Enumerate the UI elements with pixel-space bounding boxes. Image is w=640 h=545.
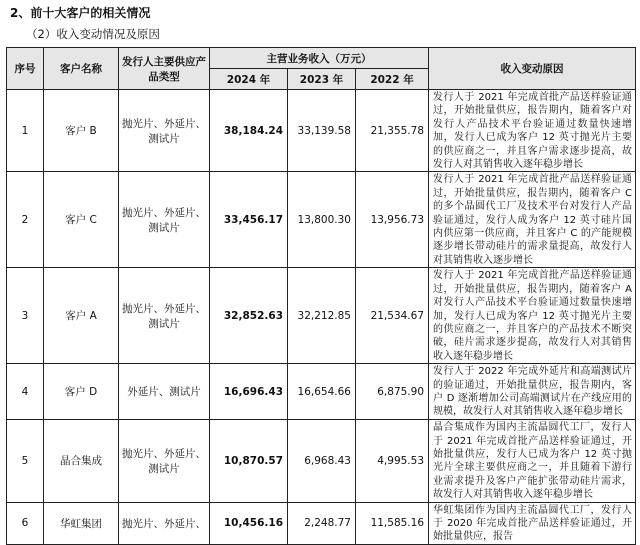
- cell-customer: 华虹集团: [44, 502, 119, 544]
- cell-rev-2023: 2,248.77: [288, 502, 356, 544]
- cell-customer: 客户 D: [44, 364, 119, 420]
- cell-rev-2022: 6,875.90: [356, 364, 429, 420]
- table-row: [7, 502, 636, 544]
- cell-rev-2023: 33,139.58: [288, 90, 356, 172]
- cell-reason: 晶合集成作为国内主流晶圆代工厂，发行人于 2021 年完成首批产品送样验证通过，开始批量供应，发行人已成为客户 12 英寸抛光片全球主要供应商之一，并且随着下游行业需求提升及客户产能扩张带动硅片需求，故发行人对其销售收入逐年稳步增长: [429, 420, 636, 502]
- cell-customer: 晶合集成: [44, 420, 119, 502]
- cell-seq: 5: [7, 420, 44, 502]
- cell-rev-2022: 4,995.53: [356, 420, 429, 502]
- cell-rev-2024: 32,852.63: [210, 268, 288, 364]
- header-customer: 客户名称: [44, 48, 119, 90]
- subsection-title: （2）收入变动情况及原因: [26, 27, 160, 41]
- cell-customer: 客户 A: [44, 268, 119, 364]
- cell-product-type: 抛光片、外延片、测试片: [119, 420, 210, 502]
- cell-customer: 客户 C: [44, 172, 119, 268]
- cell-seq: 4: [7, 364, 44, 420]
- cell-product-type: 抛光片、外延片、测试片: [119, 90, 210, 172]
- header-year-2024: 2024 年: [210, 69, 288, 90]
- cell-seq: 1: [7, 90, 44, 172]
- cell-seq: 2: [7, 172, 44, 268]
- header-year-2023: 2023 年: [288, 69, 356, 90]
- cell-reason: 发行人于 2021 年完成首批产品送样验证通过，开始批量供应，报告期内，随着客户对发行人产品技术平台验证通过数量快速增加，发行人已成为客户 12 英寸抛光片主要的供应商之一，并且客户需求逐步提高，故发行人对其销售收入逐年稳步增长: [429, 90, 636, 172]
- cell-customer: 客户 B: [44, 90, 119, 172]
- cell-rev-2023: 16,654.66: [288, 364, 356, 420]
- cell-rev-2024: 10,870.57: [210, 420, 288, 502]
- cell-reason: 发行人于 2021 年完成首批产品送样验证通过，开始批量供应，报告期内，随着客户 C 的多个晶圆代工厂及技术平台对发行人产品验证通过，发行人成为客户 12 英寸硅片国内供应第一供应商，并且客户 C 的产能规模逐步增长带动硅片的需求量提高，故发行人对其销售收入逐步增长: [429, 172, 636, 268]
- header-reason: 收入变动原因: [429, 48, 636, 90]
- header-product-type: 发行人主要供应产品类型: [119, 48, 210, 90]
- cell-reason: 发行人于 2021 年完成首批产品送样验证通过，开始批量供应，报告期内，随着客户 A 对发行人产品技术平台验证通过数量快速增加，发行人已成为客户 12 英寸抛光片主要的供应商之一，并且客户的产品技术不断突破，硅片需求逐步提高，故发行人对其销售收入逐年稳步增长: [429, 268, 636, 364]
- cell-rev-2022: 13,956.73: [356, 172, 429, 268]
- cell-product-type: 抛光片、外延片、: [119, 502, 210, 544]
- cell-product-type: 抛光片、外延片、测试片: [119, 172, 210, 268]
- header-revenue-group: 主营业务收入（万元）: [210, 48, 429, 69]
- table-row: [7, 364, 636, 420]
- cell-reason: 发行人于 2022 年完成外延片和高端测试片的验证通过，开始批量供应，报告期内，客户 D 逐渐增加公司高端测试片在产线应用的规模，故发行人对其销售收入逐年稳步增长: [429, 364, 636, 420]
- cell-rev-2022: 21,355.78: [356, 90, 429, 172]
- table-row: [7, 172, 636, 268]
- cell-rev-2023: 13,800.30: [288, 172, 356, 268]
- cell-rev-2024: 10,456.16: [210, 502, 288, 544]
- table-row: [7, 90, 636, 172]
- header-year-2022: 2022 年: [356, 69, 429, 90]
- cell-rev-2024: 38,184.24: [210, 90, 288, 172]
- table-row: [7, 420, 636, 502]
- cell-rev-2024: 16,696.43: [210, 364, 288, 420]
- cell-seq: 3: [7, 268, 44, 364]
- cell-rev-2024: 33,456.17: [210, 172, 288, 268]
- cell-rev-2022: 21,534.67: [356, 268, 429, 364]
- table-header-row: [7, 48, 636, 69]
- cell-reason: 华虹集团作为国内主流晶圆代工厂，发行人于 2020 年完成首批产品送样验证通过，开始批量供应，报告: [429, 502, 636, 544]
- cell-rev-2023: 32,212.85: [288, 268, 356, 364]
- cell-rev-2023: 6,968.43: [288, 420, 356, 502]
- cell-seq: 6: [7, 502, 44, 544]
- cell-product-type: 抛光片、外延片、测试片: [119, 268, 210, 364]
- header-seq: 序号: [7, 48, 44, 90]
- table-row: [7, 268, 636, 364]
- section-title: 2、前十大客户的相关情况: [10, 6, 151, 20]
- cell-rev-2022: 11,585.16: [356, 502, 429, 544]
- cell-product-type: 外延片、测试片: [119, 364, 210, 420]
- top-customers-table: [6, 47, 636, 545]
